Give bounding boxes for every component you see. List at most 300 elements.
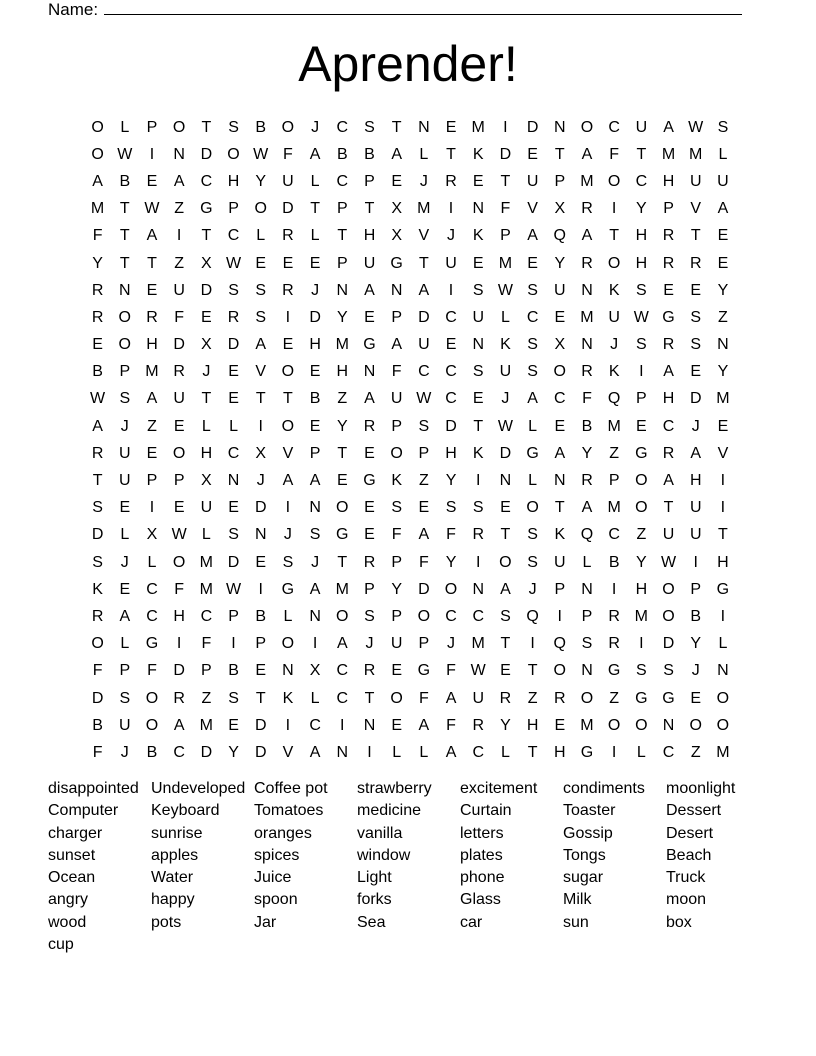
word-bank-item: Juice bbox=[254, 869, 292, 887]
grid-letter: Y bbox=[255, 172, 267, 190]
grid-letter: T bbox=[337, 227, 348, 245]
grid-letter: E bbox=[500, 662, 511, 680]
grid-letter: T bbox=[391, 118, 402, 136]
grid-letter: E bbox=[717, 417, 729, 435]
grid-letter: C bbox=[418, 363, 430, 381]
grid-letter: E bbox=[690, 281, 702, 299]
grid-letter: A bbox=[309, 472, 321, 490]
grid-letter: A bbox=[527, 390, 538, 408]
grid-letter: E bbox=[445, 336, 457, 354]
grid-letter: H bbox=[662, 390, 675, 408]
grid-letter: T bbox=[473, 417, 484, 435]
grid-letter: W bbox=[688, 118, 704, 136]
grid-letter: P bbox=[391, 553, 402, 571]
grid-letter: O bbox=[607, 254, 621, 272]
grid-letter: O bbox=[281, 363, 295, 381]
grid-letter: A bbox=[364, 390, 375, 408]
grid-letter: P bbox=[364, 580, 375, 598]
grid-letter: S bbox=[418, 417, 430, 435]
word-bank-item: Keyboard bbox=[151, 802, 220, 820]
grid-letter: A bbox=[690, 444, 702, 462]
grid-letter: M bbox=[661, 145, 676, 163]
grid-letter: C bbox=[608, 118, 620, 136]
grid-letter: P bbox=[309, 444, 321, 462]
grid-letter: J bbox=[501, 390, 510, 408]
grid-letter: F bbox=[418, 689, 429, 707]
grid-letter: D bbox=[91, 526, 104, 544]
grid-letter: S bbox=[92, 553, 103, 571]
word-search-grid bbox=[84, 114, 737, 767]
grid-letter: E bbox=[527, 145, 538, 163]
grid-letter: N bbox=[472, 200, 484, 218]
grid-letter: N bbox=[390, 281, 403, 299]
grid-letter: O bbox=[635, 716, 648, 734]
grid-letter: F bbox=[391, 363, 402, 381]
word-bank-item: Truck bbox=[666, 869, 706, 887]
grid-letter: T bbox=[201, 227, 212, 245]
grid-letter: O bbox=[553, 662, 566, 680]
grid-letter: E bbox=[690, 689, 702, 707]
grid-letter: Z bbox=[147, 417, 157, 435]
grid-letter: G bbox=[635, 444, 648, 462]
grid-letter: C bbox=[309, 716, 321, 734]
grid-letter: G bbox=[281, 580, 295, 598]
grid-letter: V bbox=[527, 200, 538, 218]
grid-letter: I bbox=[720, 607, 726, 625]
grid-letter: J bbox=[283, 526, 292, 544]
grid-letter: U bbox=[119, 716, 131, 734]
grid-letter: S bbox=[663, 662, 674, 680]
word-column bbox=[460, 778, 563, 956]
grid-letter: L bbox=[310, 227, 320, 245]
grid-letter: M bbox=[607, 417, 621, 435]
grid-letter: C bbox=[445, 390, 457, 408]
grid-letter: N bbox=[227, 472, 240, 490]
grid-letter: M bbox=[716, 743, 730, 761]
grid-letter: A bbox=[336, 635, 348, 653]
word-bank-item: Dessert bbox=[666, 802, 722, 820]
grid-letter: O bbox=[118, 308, 131, 326]
grid-letter: C bbox=[336, 689, 349, 707]
grid-letter: I bbox=[530, 635, 535, 653]
grid-letter: L bbox=[500, 743, 510, 761]
grid-letter: O bbox=[390, 689, 403, 707]
grid-letter: T bbox=[337, 444, 348, 462]
grid-letter: T bbox=[119, 227, 130, 245]
grid-letter: C bbox=[662, 417, 675, 435]
grid-letter: H bbox=[717, 553, 729, 571]
grid-letter: A bbox=[309, 580, 321, 598]
grid-letter: L bbox=[718, 635, 728, 653]
grid-letter: E bbox=[527, 254, 538, 272]
grid-letter: X bbox=[554, 200, 566, 218]
grid-letter: D bbox=[499, 145, 512, 163]
grid-letter: G bbox=[145, 635, 159, 653]
grid-letter: U bbox=[418, 336, 430, 354]
grid-letter: S bbox=[527, 553, 538, 571]
grid-letter: Y bbox=[690, 635, 702, 653]
grid-letter: R bbox=[363, 662, 376, 680]
word-bank-item: medicine bbox=[357, 802, 422, 820]
grid-letter: T bbox=[255, 689, 266, 707]
grid-letter: J bbox=[311, 281, 320, 299]
grid-letter: P bbox=[391, 607, 402, 625]
grid-letter: O bbox=[499, 553, 512, 571]
grid-letter: R bbox=[581, 254, 593, 272]
grid-letter: V bbox=[282, 743, 294, 761]
grid-letter: L bbox=[201, 417, 211, 435]
grid-letter: O bbox=[336, 499, 349, 517]
word-bank-item: moon bbox=[666, 891, 707, 909]
grid-letter: E bbox=[445, 118, 457, 136]
grid-letter: E bbox=[717, 227, 729, 245]
grid-letter: A bbox=[581, 145, 593, 163]
grid-letter: B bbox=[228, 662, 239, 680]
grid-letter: I bbox=[475, 553, 481, 571]
grid-letter: O bbox=[635, 499, 648, 517]
word-bank-item: Ocean bbox=[48, 869, 96, 887]
grid-letter: S bbox=[119, 689, 131, 707]
word-bank-item: Curtain bbox=[460, 802, 512, 820]
grid-letter: R bbox=[689, 254, 702, 272]
grid-letter: U bbox=[119, 444, 131, 462]
grid-letter: E bbox=[554, 417, 566, 435]
grid-letter: P bbox=[554, 172, 566, 190]
grid-letter: O bbox=[254, 200, 267, 218]
grid-letter: A bbox=[92, 417, 103, 435]
grid-letter: X bbox=[255, 444, 267, 462]
grid-letter: T bbox=[636, 145, 647, 163]
grid-letter: H bbox=[526, 716, 539, 734]
grid-row bbox=[84, 440, 737, 467]
grid-letter: K bbox=[472, 227, 484, 245]
grid-letter: R bbox=[662, 227, 675, 245]
grid-letter: P bbox=[636, 390, 647, 408]
grid-letter: A bbox=[663, 363, 674, 381]
name-label: Name: bbox=[48, 0, 99, 19]
grid-row bbox=[84, 359, 737, 386]
grid-row bbox=[84, 332, 737, 359]
word-bank-item: car bbox=[460, 913, 483, 931]
grid-letter: J bbox=[202, 363, 211, 381]
grid-letter: L bbox=[500, 308, 510, 326]
grid-letter: I bbox=[639, 635, 644, 653]
grid-letter: I bbox=[611, 743, 617, 761]
grid-letter: G bbox=[363, 336, 376, 354]
grid-letter: X bbox=[309, 662, 321, 680]
grid-letter: O bbox=[172, 118, 186, 136]
grid-letter: E bbox=[364, 526, 375, 544]
grid-letter: Z bbox=[418, 472, 429, 490]
grid-letter: S bbox=[282, 553, 294, 571]
grid-letter: W bbox=[117, 145, 133, 163]
grid-letter: P bbox=[228, 607, 239, 625]
grid-letter: R bbox=[472, 716, 484, 734]
grid-letter: J bbox=[311, 118, 320, 136]
grid-letter: W bbox=[470, 662, 486, 680]
grid-letter: Y bbox=[336, 417, 348, 435]
grid-letter: G bbox=[363, 472, 376, 490]
grid-letter: O bbox=[91, 118, 104, 136]
word-bank-item: spoon bbox=[254, 891, 298, 909]
grid-row bbox=[84, 196, 737, 223]
grid-letter: T bbox=[418, 254, 429, 272]
grid-letter: I bbox=[176, 635, 182, 653]
grid-letter: S bbox=[228, 281, 239, 299]
grid-letter: J bbox=[447, 635, 456, 653]
grid-letter: X bbox=[201, 336, 212, 354]
grid-letter: G bbox=[662, 308, 675, 326]
grid-letter: E bbox=[364, 444, 375, 462]
grid-letter: R bbox=[91, 308, 104, 326]
word-bank-item: Tongs bbox=[563, 846, 606, 864]
grid-letter: T bbox=[446, 145, 456, 163]
word-bank-item: spices bbox=[254, 846, 300, 864]
grid-letter: O bbox=[662, 580, 675, 598]
grid-letter: U bbox=[200, 499, 213, 517]
grid-letter: V bbox=[255, 363, 267, 381]
grid-letter: L bbox=[256, 227, 266, 245]
grid-letter: I bbox=[312, 635, 318, 653]
grid-letter: E bbox=[554, 716, 566, 734]
grid-row bbox=[84, 576, 737, 603]
grid-row bbox=[84, 631, 737, 658]
grid-letter: T bbox=[119, 200, 130, 218]
grid-letter: E bbox=[636, 417, 647, 435]
grid-letter: I bbox=[693, 553, 698, 571]
grid-letter: W bbox=[253, 145, 269, 163]
grid-letter: S bbox=[527, 363, 538, 381]
grid-letter: R bbox=[445, 172, 457, 190]
grid-letter: L bbox=[392, 743, 402, 761]
grid-letter: O bbox=[172, 553, 186, 571]
grid-letter: C bbox=[146, 607, 158, 625]
grid-letter: M bbox=[199, 716, 213, 734]
grid-letter: R bbox=[91, 607, 104, 625]
grid-letter: D bbox=[227, 553, 240, 571]
grid-letter: C bbox=[608, 526, 620, 544]
grid-letter: N bbox=[662, 716, 675, 734]
grid-letter: E bbox=[717, 254, 729, 272]
grid-letter: L bbox=[310, 172, 320, 190]
grid-letter: P bbox=[336, 254, 348, 272]
grid-letter: R bbox=[499, 689, 512, 707]
grid-letter: G bbox=[580, 743, 594, 761]
grid-letter: N bbox=[336, 743, 349, 761]
grid-letter: N bbox=[119, 281, 131, 299]
grid-letter: A bbox=[554, 444, 566, 462]
grid-letter: T bbox=[554, 145, 565, 163]
grid-letter: Y bbox=[391, 580, 402, 598]
grid-letter: M bbox=[580, 308, 594, 326]
grid-letter: T bbox=[554, 499, 565, 517]
grid-letter: A bbox=[663, 118, 674, 136]
grid-letter: E bbox=[391, 716, 402, 734]
grid-letter: E bbox=[336, 472, 348, 490]
grid-letter: E bbox=[391, 662, 402, 680]
grid-letter: D bbox=[282, 200, 294, 218]
grid-letter: G bbox=[390, 254, 403, 272]
grid-letter: T bbox=[364, 689, 375, 707]
grid-letter: D bbox=[662, 635, 675, 653]
grid-letter: E bbox=[472, 390, 484, 408]
grid-letter: H bbox=[173, 607, 185, 625]
grid-letter: B bbox=[119, 172, 131, 190]
grid-letter: W bbox=[497, 281, 513, 299]
grid-letter: B bbox=[309, 390, 321, 408]
grid-letter: C bbox=[200, 607, 213, 625]
grid-letter: H bbox=[227, 172, 240, 190]
grid-letter: D bbox=[200, 145, 213, 163]
word-bank-item: angry bbox=[48, 891, 89, 909]
grid-letter: A bbox=[173, 716, 185, 734]
grid-letter: B bbox=[608, 553, 620, 571]
grid-letter: H bbox=[336, 363, 349, 381]
grid-row bbox=[84, 114, 737, 141]
grid-letter: C bbox=[445, 363, 457, 381]
grid-letter: A bbox=[445, 689, 457, 707]
word-column bbox=[48, 778, 151, 956]
grid-letter: C bbox=[336, 172, 349, 190]
grid-letter: B bbox=[336, 145, 348, 163]
grid-letter: E bbox=[146, 172, 158, 190]
grid-letter: C bbox=[336, 662, 349, 680]
grid-letter: M bbox=[689, 145, 703, 163]
grid-letter: H bbox=[554, 743, 566, 761]
word-bank-item: Tomatoes bbox=[254, 802, 324, 820]
grid-letter: O bbox=[580, 689, 594, 707]
grid-letter: M bbox=[335, 580, 349, 598]
grid-letter: O bbox=[444, 580, 458, 598]
grid-letter: A bbox=[309, 743, 321, 761]
grid-letter: N bbox=[309, 499, 321, 517]
grid-letter: E bbox=[228, 716, 239, 734]
grid-letter: U bbox=[499, 363, 512, 381]
grid-letter: W bbox=[225, 254, 242, 272]
grid-letter: P bbox=[336, 200, 348, 218]
grid-letter: A bbox=[418, 526, 430, 544]
grid-letter: S bbox=[391, 499, 402, 517]
grid-letter: T bbox=[255, 390, 266, 408]
grid-letter: O bbox=[281, 417, 295, 435]
name-blank-line bbox=[104, 0, 742, 15]
grid-letter: G bbox=[716, 580, 730, 598]
grid-letter: O bbox=[118, 336, 131, 354]
grid-letter: M bbox=[90, 200, 105, 218]
grid-letter: L bbox=[718, 145, 728, 163]
grid-letter: U bbox=[173, 390, 185, 408]
grid-letter: E bbox=[364, 308, 375, 326]
word-bank-item: Undeveloped bbox=[151, 780, 246, 797]
grid-letter: E bbox=[309, 254, 321, 272]
grid-letter: U bbox=[472, 308, 484, 326]
grid-letter: H bbox=[363, 227, 376, 245]
grid-letter: K bbox=[608, 363, 620, 381]
grid-letter: S bbox=[636, 336, 647, 354]
grid-letter: N bbox=[717, 336, 729, 354]
grid-letter: S bbox=[690, 308, 702, 326]
grid-letter: N bbox=[499, 472, 512, 490]
grid-letter: E bbox=[119, 580, 131, 598]
grid-letter: S bbox=[92, 499, 103, 517]
grid-letter: L bbox=[419, 145, 429, 163]
grid-row bbox=[84, 658, 737, 685]
grid-letter: M bbox=[580, 172, 594, 190]
grid-letter: A bbox=[119, 607, 131, 625]
grid-letter: A bbox=[282, 472, 294, 490]
grid-row bbox=[84, 277, 737, 304]
grid-letter: I bbox=[611, 580, 617, 598]
word-bank-item: letters bbox=[460, 824, 504, 842]
grid-letter: A bbox=[255, 336, 267, 354]
grid-letter: M bbox=[580, 716, 594, 734]
word-bank-item: charger bbox=[48, 824, 103, 842]
grid-letter: T bbox=[527, 743, 538, 761]
grid-letter: T bbox=[119, 254, 130, 272]
grid-letter: Z bbox=[609, 689, 620, 707]
grid-letter: F bbox=[201, 635, 212, 653]
grid-letter: X bbox=[201, 472, 212, 490]
grid-letter: I bbox=[285, 308, 291, 326]
grid-letter: W bbox=[497, 417, 513, 435]
grid-letter: M bbox=[607, 499, 621, 517]
word-bank-item: plates bbox=[460, 846, 503, 864]
grid-row bbox=[84, 223, 737, 250]
grid-letter: U bbox=[554, 553, 566, 571]
grid-letter: V bbox=[717, 444, 729, 462]
grid-letter: T bbox=[690, 227, 701, 245]
grid-letter: I bbox=[557, 607, 562, 625]
grid-letter: H bbox=[635, 254, 648, 272]
grid-letter: P bbox=[364, 172, 375, 190]
grid-letter: P bbox=[608, 472, 620, 490]
grid-letter: O bbox=[716, 716, 730, 734]
word-bank-item: happy bbox=[151, 891, 195, 909]
grid-letter: A bbox=[146, 227, 158, 245]
grid-letter: E bbox=[472, 254, 484, 272]
grid-letter: E bbox=[228, 363, 239, 381]
grid-letter: C bbox=[635, 172, 648, 190]
grid-letter: N bbox=[282, 662, 294, 680]
grid-letter: H bbox=[200, 444, 213, 462]
grid-letter: T bbox=[337, 553, 348, 571]
grid-letter: H bbox=[662, 172, 675, 190]
grid-letter: Z bbox=[201, 689, 212, 707]
grid-letter: O bbox=[417, 607, 431, 625]
grid-letter: F bbox=[92, 743, 103, 761]
grid-letter: X bbox=[201, 254, 212, 272]
grid-letter: E bbox=[228, 499, 239, 517]
grid-letter: E bbox=[255, 662, 267, 680]
grid-letter: U bbox=[363, 254, 376, 272]
grid-letter: O bbox=[281, 118, 295, 136]
grid-letter: D bbox=[254, 743, 267, 761]
grid-letter: F bbox=[418, 553, 429, 571]
grid-letter: L bbox=[419, 743, 429, 761]
grid-letter: W bbox=[416, 390, 432, 408]
grid-letter: N bbox=[554, 118, 566, 136]
grid-letter: G bbox=[635, 689, 648, 707]
grid-letter: F bbox=[174, 580, 185, 598]
grid-letter: M bbox=[498, 254, 513, 272]
grid-letter: P bbox=[554, 580, 566, 598]
grid-letter: N bbox=[309, 607, 321, 625]
grid-letter: U bbox=[119, 472, 131, 490]
word-column bbox=[254, 778, 357, 956]
grid-letter: O bbox=[607, 172, 621, 190]
grid-letter: S bbox=[119, 390, 131, 408]
grid-letter: Y bbox=[336, 308, 348, 326]
